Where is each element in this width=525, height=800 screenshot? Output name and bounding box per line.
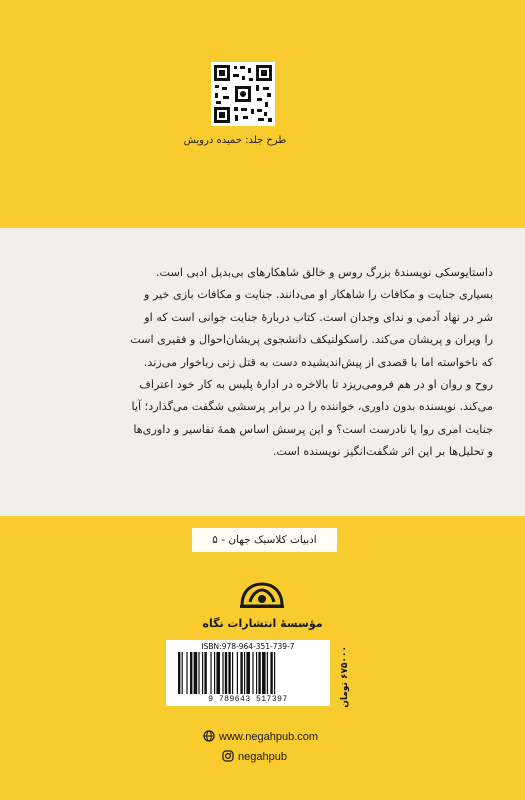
barcode-number: 9 789643 517397 [208, 695, 288, 704]
barcode-bar [270, 652, 272, 694]
barcode-icon [176, 652, 320, 698]
description-line: و تحلیل‌ها بر این اثر شگفت‌انگیز نویسنده است. [272, 445, 493, 459]
barcode-bar [267, 652, 268, 694]
qr-code-icon [211, 62, 275, 126]
barcode-bar [222, 652, 223, 694]
publisher-name: مؤسسهٔ انتشارات نگاه [202, 617, 323, 630]
barcode-bar [210, 652, 211, 694]
description-line: بسیاری جنایت و مکافات را شاهکار او می‌دانند. جنایت و مکافات بازی خیر و [144, 288, 493, 302]
barcode-panel [166, 640, 330, 706]
cover-design-credit: طرح جلد: حمیده درویش [183, 135, 287, 146]
barcode-bar [225, 652, 227, 694]
barcode-bar [274, 652, 275, 694]
series-label: ادبیات کلاسیک جهان - ۵ [192, 528, 337, 552]
barcode-bar [178, 652, 180, 694]
barcode-bar [202, 652, 203, 694]
barcode-bar [256, 652, 257, 694]
barcode-bar [204, 652, 206, 694]
barcode-bar [198, 652, 199, 694]
description-line: را ویران و پریشان می‌کند. راسکولنیکف دانشجوی پریشان‌احوال و فقیری است [130, 333, 493, 347]
barcode-bar [252, 652, 253, 694]
instagram-icon [222, 750, 234, 765]
barcode-bar [262, 652, 266, 694]
description-line: می‌کند. نویسنده بدون داوری، خواننده را در برابر پرسشی شگفت می‌گذارد؛ آیا [131, 400, 493, 414]
description-line: جنایت امری روا یا نادرست است؟ و این پرسش اساس همهٔ تفاسیر و داوری‌ها [133, 422, 493, 436]
barcode-bar [182, 652, 183, 694]
barcode-bar [214, 652, 215, 694]
website-text: www.negahpub.com [219, 731, 319, 743]
barcode-bar [240, 652, 242, 694]
barcode-bar [246, 652, 250, 694]
barcode-bar [186, 652, 187, 694]
book-description [38, 262, 493, 464]
isbn-text: ISBN:978-964-351-739-7 [201, 642, 295, 651]
barcode-bar [258, 652, 260, 694]
negah-logo-icon [238, 580, 286, 610]
description-line: روح و روان او در هم فرومی‌ریزد تا بالاخره در ادارهٔ پلیس به کار خود اعتراف [139, 378, 493, 392]
price-label [340, 646, 354, 708]
instagram-handle: negahpub [238, 751, 287, 763]
barcode-bar [232, 652, 233, 694]
price-text: ۶۷۵۰۰۰ تومان [340, 646, 350, 708]
barcode-bar [216, 652, 220, 694]
barcode-bar [237, 652, 238, 694]
barcode-bar [244, 652, 245, 694]
barcode-bar [228, 652, 230, 694]
description-line: که ناخواسته اما با قصدی از پیش‌اندیشیده دست به قتل زنی رباخوار می‌زند. [143, 355, 493, 369]
barcode-bar [190, 652, 192, 694]
website-line [203, 729, 318, 745]
description-line: داستایوسکی نویسندهٔ بزرگ روس و خالق شاهکارهای بی‌بدیل ادبی است. [155, 266, 493, 279]
instagram-line [222, 749, 287, 765]
barcode-bar [194, 652, 198, 694]
globe-icon [203, 730, 215, 745]
description-line: شر در نهاد آدمی و ندای وجدان است. کتاب دربارهٔ جنایت جوانی است که او [144, 310, 493, 324]
